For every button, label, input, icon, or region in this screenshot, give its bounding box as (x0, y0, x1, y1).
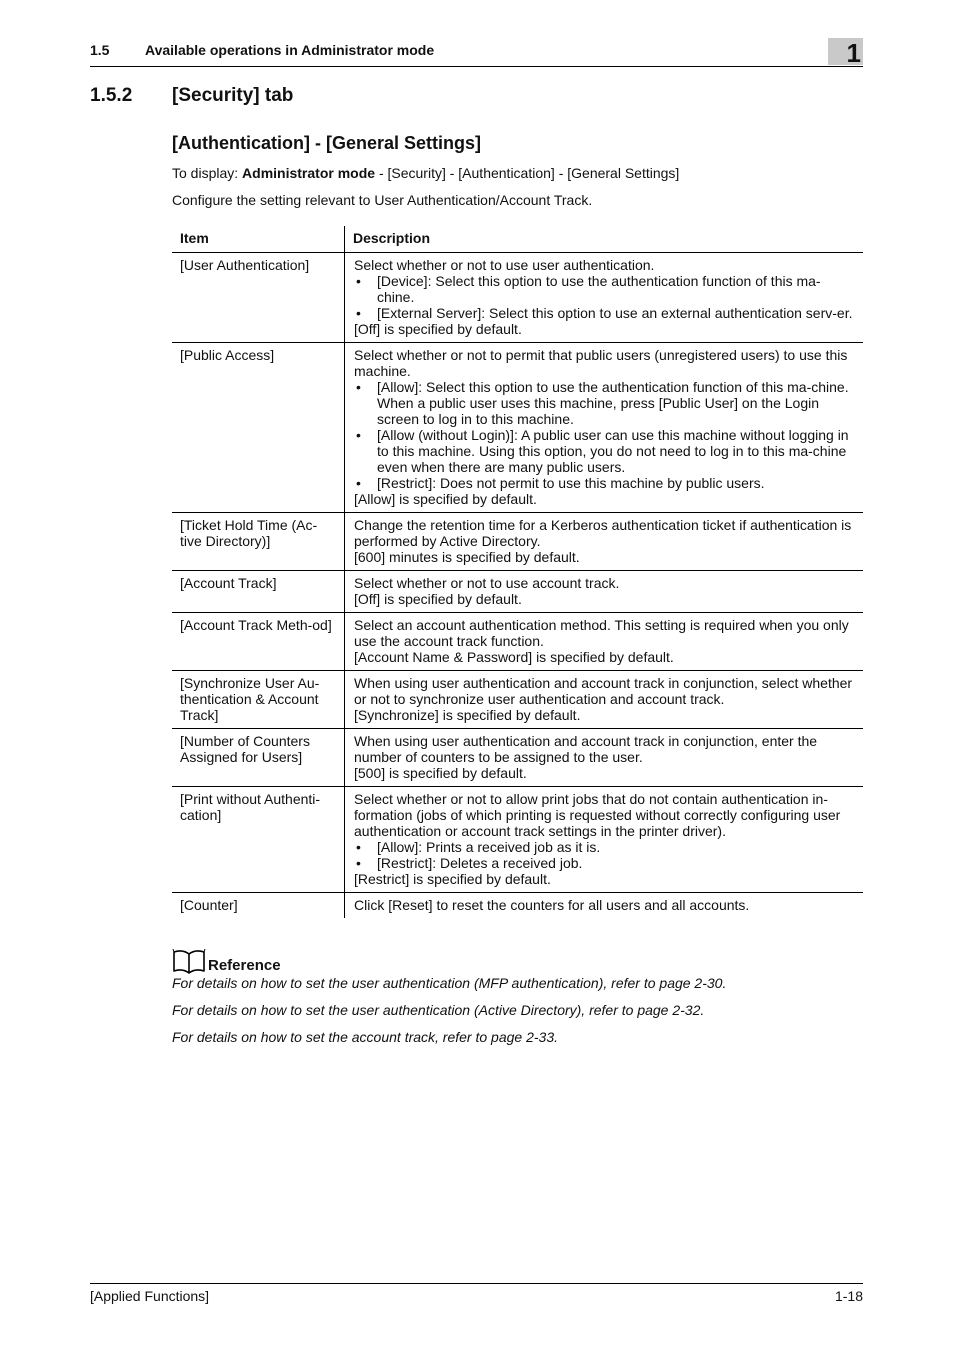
footer-page-number: 1-18 (834, 1288, 863, 1304)
setting-description (345, 253, 864, 343)
option-list-item: • [Allow]: Select this option to use the authentication function of this ma-chine. When a public user uses this machine, press [Public User] on the Login screen to log in to this machine. (354, 379, 855, 427)
open-book-icon (172, 948, 206, 974)
reference-line: For details on how to set the user authentication (MFP authentication), refer to page 2-30. (172, 975, 727, 991)
setting-description (345, 513, 864, 571)
description-line: [600] minutes is specified by default. (354, 549, 580, 565)
option-list-item: • [Allow (without Login)]: A public user can use this machine without logging in to this machine. Using this option, you do not need to log in to this ma-chine even when there are many public users. (354, 427, 855, 475)
setting-item-name: [User Authentication] (172, 253, 345, 343)
setting-description (345, 343, 864, 513)
setting-item-name: [Print without Authenti-cation] (172, 787, 345, 893)
section-heading-title: [Security] tab (172, 85, 294, 106)
settings-table (172, 226, 863, 918)
option-list-item: • [Device]: Select this option to use the authentication function of this ma-chine. (354, 273, 855, 305)
description-line: [Off] is specified by default. (354, 591, 522, 607)
default-value-line: [Allow] is specified by default. (354, 491, 537, 507)
header-section-title: Available operations in Administrator mode (145, 42, 435, 58)
description-line: When using user authentication and account track in conjunction, enter the number of counters to be assigned to the user. (354, 733, 818, 765)
setting-description (345, 729, 864, 787)
description-line: Select whether or not to use user authentication. (354, 257, 655, 273)
table-row (172, 787, 863, 893)
table-row (172, 513, 863, 571)
reference-line: For details on how to set the user authentication (Active Directory), refer to page 2-32. (172, 1002, 705, 1018)
option-list (354, 839, 855, 871)
header-section-number: 1.5 (90, 42, 110, 58)
chapter-tab: 1 (828, 38, 863, 65)
setting-item-name: [Account Track Meth-od] (172, 613, 345, 671)
setting-description (345, 571, 864, 613)
description-line: [500] is specified by default. (354, 765, 527, 781)
setting-item-name: [Counter] (172, 893, 345, 919)
display-path-mode: Administrator mode (242, 165, 376, 181)
table-row (172, 893, 863, 919)
description-line: Select whether or not to permit that public users (unregistered users) to use this machine. (354, 347, 848, 379)
table-row (172, 613, 863, 671)
setting-item-name: [Public Access] (172, 343, 345, 513)
description-line: Change the retention time for a Kerberos authentication ticket if authentication is performed by Active Directory. (354, 517, 852, 549)
description-line: Select whether or not to use account track. (354, 575, 620, 591)
reference-line: For details on how to set the account track, refer to page 2-33. (172, 1029, 558, 1045)
option-list-item: • [External Server]: Select this option to use an external authentication serv-er. (354, 305, 855, 321)
table-header-row (172, 226, 863, 253)
table-row (172, 571, 863, 613)
default-value-line: [Restrict] is specified by default. (354, 871, 551, 887)
setting-description (345, 613, 864, 671)
reference-label: Reference (208, 957, 281, 974)
option-list-item: • [Restrict]: Deletes a received job. (354, 855, 855, 871)
section-heading (90, 85, 293, 107)
setting-item-name: [Ticket Hold Time (Ac-tive Directory)] (172, 513, 345, 571)
intro-text: Configure the setting relevant to User Authentication/Account Track. (172, 192, 593, 208)
column-header-item: Item (172, 226, 345, 253)
footer-book-title: [Applied Functions] (90, 1288, 210, 1304)
description-line: Click [Reset] to reset the counters for all users and all accounts. (354, 897, 750, 913)
display-path-rest: - [Security] - [Authentication] - [General Settings] (375, 165, 680, 181)
description-line: When using user authentication and account track in conjunction, select whether or not to synchronize user authentication and account track. (354, 675, 853, 707)
description-line: [Synchronize] is specified by default. (354, 707, 581, 723)
column-header-description: Description (345, 226, 864, 253)
table-row (172, 343, 863, 513)
option-list (354, 273, 855, 321)
option-list-item: • [Allow]: Prints a received job as it is. (354, 839, 855, 855)
option-list-item: • [Restrict]: Does not permit to use this machine by public users. (354, 475, 855, 491)
setting-description (345, 671, 864, 729)
default-value-line: [Off] is specified by default. (354, 321, 522, 337)
description-line: Select an account authentication method. This setting is required when you only use the account track function. (354, 617, 849, 649)
description-line: Select whether or not to allow print jobs that do not contain authentication in-formation (jobs of which printing is requested without correctly configuring user authentication or account track settings in the printer driver). (354, 791, 841, 839)
display-path-prefix: To display: (172, 165, 243, 181)
setting-item-name: [Account Track] (172, 571, 345, 613)
running-header (90, 38, 863, 67)
setting-item-name: [Synchronize User Au-thentication & Account Track] (172, 671, 345, 729)
subsection-heading: [Authentication] - [General Settings] (172, 133, 482, 153)
table-row (172, 671, 863, 729)
option-list (354, 379, 855, 491)
table-row (172, 253, 863, 343)
section-heading-number: 1.5.2 (90, 85, 133, 106)
description-line: [Account Name & Password] is specified by default. (354, 649, 674, 665)
setting-description (345, 893, 864, 919)
setting-description (345, 787, 864, 893)
table-row (172, 729, 863, 787)
display-path (172, 165, 679, 181)
setting-item-name: [Number of Counters Assigned for Users] (172, 729, 345, 787)
page-footer (90, 1283, 863, 1304)
